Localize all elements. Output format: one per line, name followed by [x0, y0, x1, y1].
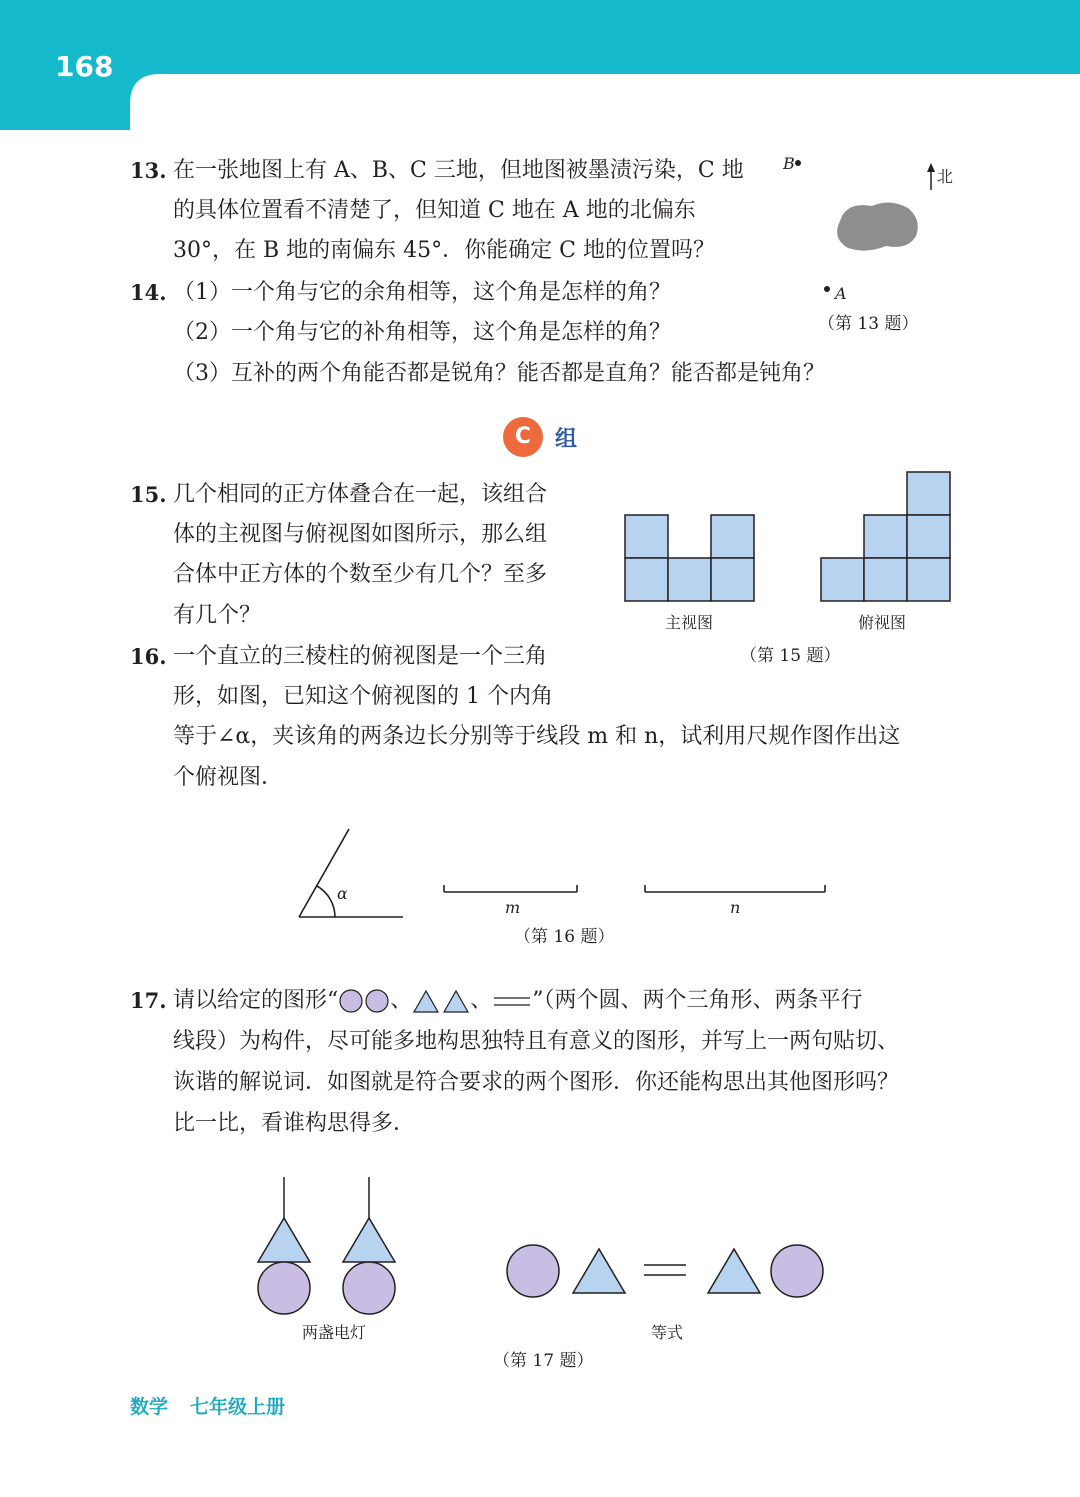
- footer-grade: 七年级上册: [190, 1396, 286, 1418]
- top-cube: [907, 515, 950, 558]
- fig15-front-view: [624, 514, 756, 602]
- question-17-line-2: 线段）为构件，尽可能多地构思独特且有意义的图形，并写上一两句贴切、: [173, 1029, 900, 1054]
- question-15-number: 15.: [130, 482, 167, 507]
- question-13-line-1: 在一张地图上有 A、B、C 三地，但地图被墨渍污染，C 地: [173, 158, 744, 183]
- parallel-lines-icon: [492, 988, 532, 1014]
- lamp-bulb: [258, 1262, 310, 1314]
- fig17-caption: （第 17 题）: [493, 1351, 594, 1371]
- question-15-line-4: 有几个？: [173, 603, 262, 628]
- fig13-label-b: B: [783, 154, 795, 173]
- fig16-m-label: m: [505, 898, 521, 917]
- front-cube: [625, 515, 668, 558]
- footer-subject: 数学: [130, 1396, 169, 1418]
- question-17-line-4: 比一比，看谁构思得多．: [173, 1111, 416, 1136]
- fig13-caption: （第 13 题）: [818, 314, 919, 334]
- question-15-line-1: 几个相同的正方体叠合在一起，该组合: [173, 482, 548, 507]
- section-c-label: 组: [555, 427, 578, 452]
- question-14-part-1: （1）一个角与它的余角相等，这个角是怎样的角？: [173, 280, 671, 305]
- question-16-line-3: 等于∠α，夹该角的两条边长分别等于线段 m 和 n，试利用尺规作图作出这: [173, 724, 901, 749]
- fig16-n-label: n: [730, 898, 741, 917]
- lamp-triangle: [343, 1218, 395, 1262]
- fig13-label-a: A: [835, 284, 847, 303]
- question-13-number: 13.: [130, 158, 167, 183]
- fig13-north-label: 北: [937, 167, 954, 186]
- question-14-part-3: （3）互补的两个角能否都是锐角？能否都是直角？能否都是钝角？: [173, 361, 825, 386]
- fig13-point-b: [795, 160, 801, 166]
- question-17-line-3: 诙谐的解说词．如图就是符合要求的两个图形．你还能构思出其他图形吗？: [173, 1070, 900, 1095]
- fig16-figure: [295, 825, 835, 925]
- question-16-line-2: 形，如图，已知这个俯视图的 1 个内角: [173, 684, 553, 709]
- top-cube: [864, 515, 907, 558]
- front-cube: [668, 558, 711, 601]
- top-cube: [907, 472, 950, 515]
- fig17-lamps: [250, 1175, 410, 1320]
- fig17-lamps-label: 两盏电灯: [302, 1323, 367, 1342]
- page-number: 168: [55, 50, 114, 83]
- fig13-point-a: [824, 286, 830, 292]
- front-cube: [625, 558, 668, 601]
- front-cube: [711, 558, 754, 601]
- fig15-top-view: [820, 471, 952, 603]
- question-16-line-1: 一个直立的三棱柱的俯视图是一个三角: [173, 644, 548, 669]
- fig17-equation: [500, 1240, 830, 1304]
- fig13-ink-blot: [837, 202, 918, 250]
- question-14-number: 14.: [130, 280, 167, 305]
- question-17-separator-2: 、: [470, 988, 493, 1013]
- fig16-angle-arc: [317, 886, 335, 917]
- question-13-line-3: 30°，在 B 地的南偏东 45°．你能确定 C 地的位置吗？: [173, 238, 715, 263]
- question-15-line-3: 合体中正方体的个数至少有几个？至多: [173, 562, 548, 587]
- fig16-caption: （第 16 题）: [514, 927, 615, 947]
- equation-circle: [771, 1245, 823, 1297]
- question-17-separator-1: 、: [390, 988, 413, 1013]
- question-16-number: 16.: [130, 644, 167, 669]
- fig16-alpha-label: α: [337, 884, 348, 903]
- fig15-front-label: 主视图: [665, 613, 714, 632]
- front-cube: [711, 515, 754, 558]
- question-14-part-2: （2）一个角与它的补角相等，这个角是怎样的角？: [173, 320, 671, 345]
- question-17-number: 17.: [130, 988, 167, 1013]
- two-triangles-icon: [412, 988, 470, 1014]
- lamp-triangle: [258, 1218, 310, 1262]
- question-16-line-4: 个俯视图．: [173, 765, 284, 790]
- question-17-line-1-post: ”（两个圆、两个三角形、两条平行: [532, 988, 863, 1013]
- fig15-caption: （第 15 题）: [740, 646, 841, 666]
- lamp-bulb: [343, 1262, 395, 1314]
- equation-triangle: [573, 1249, 625, 1293]
- section-c-badge: C: [503, 417, 543, 457]
- equation-triangle: [708, 1249, 760, 1293]
- two-circles-icon: [338, 988, 390, 1014]
- fig17-equation-label: 等式: [651, 1323, 684, 1342]
- fig15-top-label: 俯视图: [858, 613, 907, 632]
- footer: [130, 1392, 285, 1419]
- top-cube: [864, 558, 907, 601]
- header-band: [0, 0, 1080, 130]
- question-17-line-1: [173, 988, 863, 1014]
- fig13-map: [790, 150, 950, 320]
- question-13-line-2: 的具体位置看不清楚了，但知道 C 地在 A 地的北偏东: [173, 198, 696, 223]
- question-17-line-1-pre: 请以给定的图形“: [173, 988, 339, 1013]
- equation-circle: [507, 1245, 559, 1297]
- top-cube: [907, 558, 950, 601]
- top-cube: [821, 558, 864, 601]
- question-15-line-2: 体的主视图与俯视图如图所示，那么组: [173, 522, 548, 547]
